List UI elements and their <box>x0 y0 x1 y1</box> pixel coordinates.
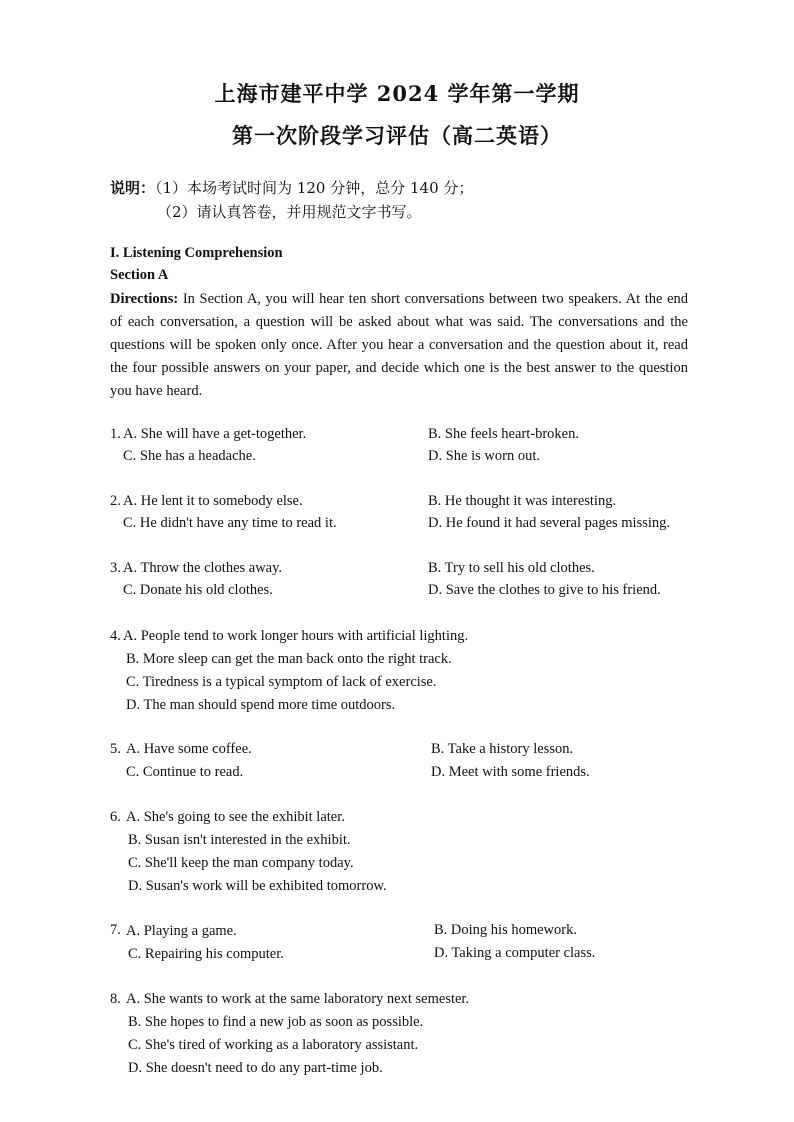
question-number: 1. <box>110 426 121 442</box>
question-number: 4. <box>110 628 121 644</box>
option-a: A. Playing a game. <box>126 923 237 939</box>
option-a: A. Have some coffee. <box>126 741 252 757</box>
instruction-item-1: （1）本场考试时间为 120 分钟，总分 140 分； <box>155 179 474 197</box>
option-a: A. He lent it to somebody else. <box>123 493 303 509</box>
option-a: A. Throw the clothes away. <box>123 560 283 576</box>
directions-paragraph <box>110 288 688 403</box>
option-a: A. People tend to work longer hours with artificial lighting. <box>123 628 469 644</box>
instruction-item-2: （2）请认真答卷，并用规范文字书写。 <box>157 203 422 221</box>
option-a: A. She's going to see the exhibit later. <box>126 809 345 825</box>
option-d: D. Taking a computer class. <box>434 945 596 961</box>
option-d: D. Meet with some friends. <box>431 764 590 780</box>
question-number: 5. <box>110 741 121 757</box>
section-title: Section A <box>110 267 169 283</box>
option-d: D. The man should spend more time outdoors. <box>126 697 396 713</box>
directions-text: In Section A, you will hear ten short conversations between two speakers. At the end of each conversation, a question will be asked about what was said. The conversations and the questions will be spoken only once. After you hear a conversation and the question about it, read the four possible answers on your paper, and decide which one is the best answer to the question you have heard. <box>110 291 688 399</box>
part-title: I. Listening Comprehension <box>110 245 283 261</box>
option-d: D. Save the clothes to give to his friend. <box>428 582 661 598</box>
exam-title: 上海市建平中学 2024 学年第一学期 <box>214 81 580 106</box>
option-b: B. He thought it was interesting. <box>428 493 617 509</box>
option-c: C. She'll keep the man company today. <box>128 855 354 871</box>
option-d: D. She is worn out. <box>428 448 540 464</box>
option-a: A. She will have a get-together. <box>123 426 307 442</box>
option-c: C. He didn't have any time to read it. <box>123 515 337 531</box>
option-b: B. Susan isn't interested in the exhibit. <box>128 832 351 848</box>
option-c: C. Repairing his computer. <box>128 946 284 962</box>
option-c: C. Tiredness is a typical symptom of lack of exercise. <box>126 674 437 690</box>
question-number: 6. <box>110 809 121 825</box>
option-b: B. She feels heart-broken. <box>428 426 579 442</box>
option-c: C. Continue to read. <box>126 764 244 780</box>
instructions-label: 说明： <box>110 179 156 197</box>
option-b: B. More sleep can get the man back onto the right track. <box>126 651 452 667</box>
option-b: B. She hopes to find a new job as soon as possible. <box>128 1014 424 1030</box>
option-d: D. Susan's work will be exhibited tomorrow. <box>128 878 387 894</box>
option-d: D. She doesn't need to do any part-time job. <box>128 1060 383 1076</box>
option-c: C. She has a headache. <box>123 448 256 464</box>
exam-instructions <box>110 176 473 224</box>
option-b: B. Doing his homework. <box>434 922 577 938</box>
option-d: D. He found it had several pages missing. <box>428 515 671 531</box>
option-c: C. She's tired of working as a laboratory assistant. <box>128 1037 419 1053</box>
option-b: B. Take a history lesson. <box>431 741 574 757</box>
option-a: A. She wants to work at the same laboratory next semester. <box>126 991 470 1007</box>
question-number: 2. <box>110 493 121 509</box>
exam-subtitle: 第一次阶段学习评估（高二英语） <box>232 123 562 148</box>
question-number: 7. <box>110 922 121 938</box>
question-number: 8. <box>110 991 121 1007</box>
option-c: C. Donate his old clothes. <box>123 582 273 598</box>
directions-label: Directions: <box>110 291 179 307</box>
option-b: B. Try to sell his old clothes. <box>428 560 595 576</box>
question-number: 3. <box>110 560 121 576</box>
